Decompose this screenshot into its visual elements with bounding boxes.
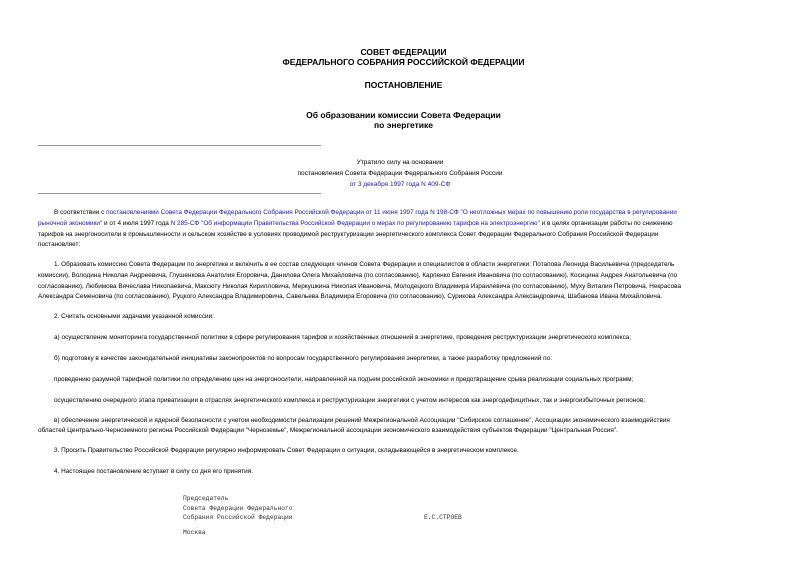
org-name-line1: СОВЕТ ФЕДЕРАЦИИ: [360, 47, 447, 57]
item1-line4: Александра Семеновича (по согласованию), Руцкого Александра Владимировича, Савельева Владимира Егоровича (по согласованию), Сурикова Александра Александровича, Шабанова Ивана Михайловича.: [38, 293, 663, 300]
resolution-285-link[interactable]: N 285-СФ "Об информации Правительства Российской Федерации о мерах по регулированию тарифов на электроэнергию": [170, 220, 540, 227]
item2-subitem-v-line2: областей Центрально-Черноземного региона Российской Федерации "Черноземье", Межрегиональной ассоциации экономического взаимодействия субъектов Федерации "Центральная Россия".: [38, 427, 618, 434]
item4: 4. Настоящее постановление вступает в силу со дня его принятия.: [54, 468, 253, 475]
item1-line3: согласованию), Любимова Вячеслава Николаевича, Максюту Николая Кирилловича, Меркушкина Николая Ивановича, Молодецкого Владимира Израилевича (по согласованию), Муху Виталия Петровича, Некрасова: [38, 283, 681, 290]
resolution-198-link[interactable]: постановлениями Совета Федерации Федерального Собрания Российской Федерации от 11 июня 1997 года N 198-СФ "О неотложных мерах по повышению роли государства в регулировании: [106, 209, 677, 216]
signatory-name: Е.С.СТРОЕВ: [424, 514, 462, 521]
preamble-line4: постановляет:: [38, 241, 81, 248]
item3: 3. Просить Правительство Российской Федерации регулярно информировать Совет Федерации о ситуации, складывающейся в энергетическом комплексе.: [54, 447, 519, 454]
preamble-text: и в целях организации работы по снижению: [539, 220, 673, 227]
item2-subitem-v-line1: в) обеспечение энергетической и ядерной безопасности с учетом необходимости реализации решений Межрегиональной Ассоциации "Сибирское соглашение", Ассоциации экономического взаимодействия: [54, 417, 670, 424]
item2-intro: 2. Считать основными задачами указанной комиссии:: [54, 313, 214, 320]
signing-place: Москва: [183, 529, 206, 536]
preamble-line3: тарифов на энергоносители в промышленности и сельском хозяйстве в условиях проводимой реструктуризации энергетического комплекса Совет Федерации Федерального Собрания Российской Федерации: [38, 231, 659, 238]
document-title-line2: по энергетике: [374, 120, 433, 130]
item2-subitem-a: а) осуществление мониторинга государственной политики в сфере регулирования тарифов и хозяйственных отношений в энергетике, проведения реструктуризации энергетического комплекса;: [54, 334, 632, 341]
item1-line1: 1. Образовать комиссию Совета Федерации по энергетике и включить в ее состав следующих членов Совета Федерации и специалистов в области энергетики: Потапова Леонида Васильевича (председатель: [54, 261, 675, 268]
divider-top: [38, 145, 321, 146]
preamble-line2: [38, 218, 771, 230]
resolution-198-link-cont[interactable]: рыночной экономики": [38, 220, 103, 227]
document-title-line1: Об образовании комиссии Совета Федерации: [306, 110, 501, 120]
signature-position-line1: Председатель: [183, 495, 229, 502]
item2-subitem-b1: проведению разумной тарифной политики по определению цен на энергоносители, направленной на подъем российской экономики и предотвращение срыва реализации социальных программ;: [54, 376, 634, 383]
item2-subitem-b2: осуществлению очередного этапа приватизации в отраслях энергетического комплекса и реструктуризации энергетики с учетом интересов как энергодефицитных, так и энергоизбыточных регионов;: [54, 397, 646, 404]
preamble-line1: [38, 207, 787, 219]
repeal-document-link[interactable]: от 3 декабря 1997 года N 409-СФ: [349, 181, 451, 188]
preamble-text: В соответствии с: [54, 209, 107, 216]
org-name-line2: ФЕДЕРАЛЬНОГО СОБРАНИЯ РОССИЙСКОЙ ФЕДЕРАЦИИ: [282, 57, 525, 67]
divider-bottom: [38, 193, 321, 194]
status-line2: постановления Совета Федерации Федерального Собрания России: [297, 170, 503, 177]
preamble-text: и от 4 июля 1997 года: [102, 220, 171, 227]
status-line1: Утратило силу на основании: [356, 159, 444, 166]
item1-line2: комиссии), Володина Николая Андреевича, Глушенкова Анатолия Егоровича, Данилова Олега Михайловича (по согласованию), Карпенко Евгения Ивановича (по согласованию), Косицина Андрея Анатольевича (по: [38, 272, 678, 279]
document-type: ПОСТАНОВЛЕНИЕ: [364, 80, 443, 90]
signature-position-line3: Собрания Российской Федерации: [183, 514, 293, 521]
signature-position-line2: Совета Федерации Федерального: [183, 505, 293, 512]
item2-subitem-b: б) подготовку в качестве законодательной инициативы законопроектов по вопросам государственного регулирования энергетики, а также разработку предложений по:: [54, 355, 552, 362]
